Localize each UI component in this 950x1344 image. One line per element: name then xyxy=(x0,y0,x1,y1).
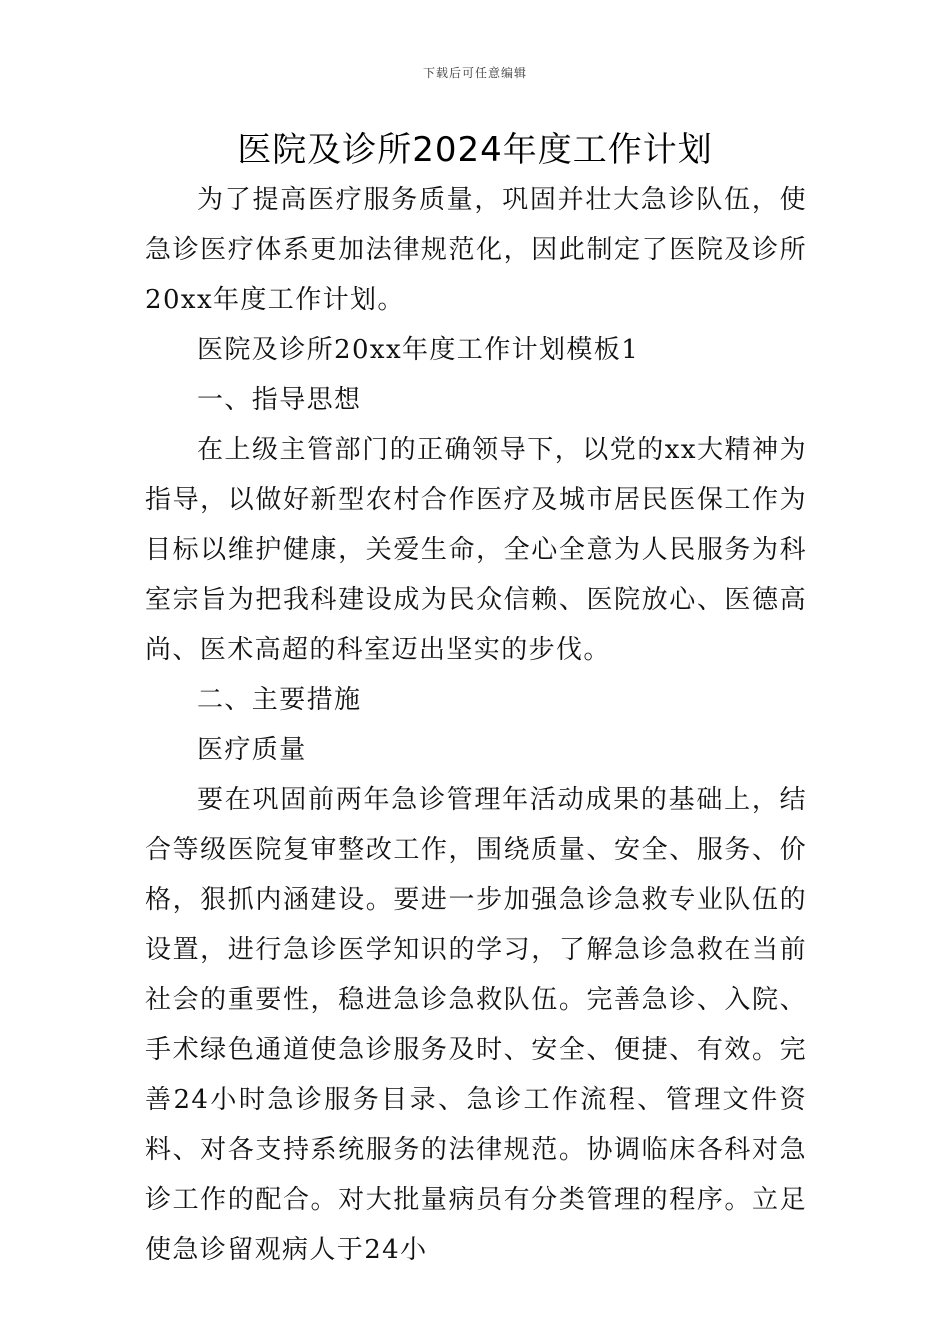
paragraph-medical-quality: 要在巩固前两年急诊管理年活动成果的基础上，结合等级医院复审整改工作，围绕质量、安全、服务、价格，狠抓内涵建设。要进一步加强急诊急救专业队伍的设置，进行急诊医学知识的学习，了解急诊急救在当前社会的重要性，稳进急诊急救队伍。完善急诊、入院、手术绿色通道使急诊服务及时、安全、便捷、有效。完善24小时急诊服务目录、急诊工作流程、管理文件资料、对各支持系统服务的法律规范。协调临床各科对急诊工作的配合。对大批量病员有分类管理的程序。立足使急诊留观病人于24小 xyxy=(145,785,807,1265)
document-body xyxy=(145,175,807,1275)
section-heading-main-measures: 二、主要措施 xyxy=(197,685,362,715)
paragraph-guiding-thought: 在上级主管部门的正确领导下，以党的xx大精神为指导，以做好新型农村合作医疗及城市居民医保工作为目标以维护健康，关爱生命，全心全意为人民服务为科室宗旨为把我科建设成为民众信赖、医院放心、医德高尚、医术高超的科室迈出坚实的步伐。 xyxy=(145,435,807,665)
document-title: 医院及诊所2024年度工作计划 xyxy=(237,130,713,170)
paragraph-template-heading: 医院及诊所20xx年度工作计划模板1 xyxy=(197,335,640,365)
header-watermark: 下载后可任意编辑 xyxy=(422,66,527,80)
section-heading-guiding-thought: 一、指导思想 xyxy=(197,385,362,415)
paragraph-intro: 为了提高医疗服务质量，巩固并壮大急诊队伍，使急诊医疗体系更加法律规范化，因此制定了医院及诊所20xx年度工作计划。 xyxy=(145,185,807,315)
subheading-medical-quality: 医疗质量 xyxy=(197,735,307,765)
